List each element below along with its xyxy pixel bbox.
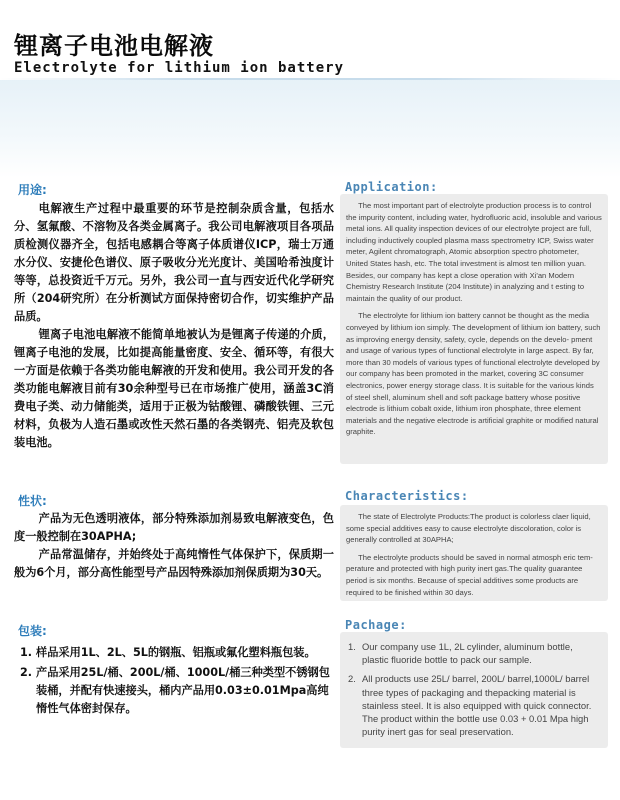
packaging-heading-zh: 包装: (18, 624, 47, 638)
application-paragraph-2: The electrolyte for lithium ion battery cannot be thought as the media conveyed by lithium ion simply. The development of lithium ion battery, such as improving energy density, safety, cycle, depends on the develo- pment and usage of various types of functional electrolyte in large aspect. By far, more than 30 models of various types of functional electrolyte developed by our company has been promoted in the market, covering 3C consumer electronics, power energy storage class. It is suitable for the various kinds of steel shell, aluminum shell and soft package battery whose positive electrode is lithium cobalt oxide, lithium iron phosphate, three element materials and the negative electrode is artificial graphite or modified natural graphite. (346, 311, 601, 437)
packaging-list-zh (20, 644, 330, 720)
package-item-number: 1. (348, 641, 356, 652)
package-item-2 (348, 672, 600, 738)
usage-paragraph-2: 锂离子电池电解液不能简单地被认为是锂离子传递的介质，锂离子电池的发展，比如提高能量密度、安全、循环等，有很大一方面是依赖于各类功能电解液的开发和使用。我公司开发的各类功能电解液目前有30余种型号已在市场推广使用，涵盖3C消费电子类、动力储能类，适用于正极为钴酸锂、磷酸铁锂、三元材料，负极为人造石墨或改性天然石墨的各类钢壳、铝壳及软包装电池。 (14, 328, 334, 449)
package-text-box (340, 632, 608, 748)
properties-heading-zh: 性状: (18, 494, 47, 508)
package-item-number: 2. (348, 673, 356, 685)
application-heading-en: Application: (345, 180, 438, 194)
package-item-text: All products use 25L/ barrel, 200L/ barrel,1000L/ barrel three types of packaging and thepacking material is stainless steel. It is also equipped with quick connector. The product within the bottle use 0.03 + 0.01 Mpa high purity inert gas for seal preservation. (362, 673, 592, 738)
packaging-item-number: 2. (20, 666, 33, 679)
package-item-1 (348, 640, 600, 666)
packaging-item-2 (20, 664, 330, 718)
characteristics-heading-en: Characteristics: (345, 489, 469, 503)
usage-heading-zh: 用途: (18, 183, 47, 197)
packaging-item-1 (20, 644, 330, 662)
header-divider (0, 78, 620, 80)
usage-paragraph-1: 电解液生产过程中最重要的环节是控制杂质含量，包括水分、氢氟酸、不溶物及各类金属离子。我公司电解液项目各项品质检测仪器齐全，包括电感耦合等离子体质谱仪ICP，瑞士万通水分仪、安捷伦色谱仪、原子吸收分光光度计、美国哈希浊度计等等，总投资近千万元。另外，我公司一直与西安近代化学研究所（204研究所）在分析测试方面保持密切合作，切实维护产品品质。 (14, 202, 334, 323)
application-text-box (340, 194, 608, 464)
usage-text-zh (14, 200, 334, 452)
page-title-en: Electrolyte for lithium ion battery (14, 60, 345, 76)
properties-paragraph-1: 产品为无色透明液体，部分特殊添加剂易致电解液变色，色度一般控制在30APHA; (14, 512, 334, 543)
packaging-item-number: 1. (20, 646, 33, 659)
packaging-item-text: 产品采用25L/桶、200L/桶、1000L/桶三种类型不锈钢包装桶，并配有快速接头，桶内产品用0.03±0.01Mpa高纯惰性气体密封保存。 (36, 666, 330, 715)
characteristics-text-box (340, 505, 608, 601)
properties-text-zh (14, 510, 334, 582)
packaging-item-text: 样品采用1L、2L、5L的钢瓶、铝瓶或氟化塑料瓶包装。 (36, 646, 316, 659)
package-item-text: Our company use 1L, 2L cylinder, aluminum bottle, plastic fluoride bottle to pack our sample. (362, 641, 573, 666)
header-gradient-band (0, 78, 620, 178)
characteristics-paragraph-2: The electrolyte products should be saved in normal atmosph eric tem- perature and protected with high purity inert gas.The quality guarantee period is six months. Because of special additives some products are required to be finished within 30 days. (346, 552, 593, 597)
package-heading-en: Pachage: (345, 618, 407, 632)
properties-paragraph-2: 产品常温储存，并始终处于高纯惰性气体保护下，保质期一般为6个月，部分高性能型号产品因特殊添加剂保质期为30天。 (14, 548, 334, 579)
page-title-zh: 锂离子电池电解液 (14, 32, 214, 60)
application-paragraph-1: The most important part of electrolyte production process is to control the impurity content, including water, hydrofluoric acid, insoluble and various metal ions. All quality inspection devices of our electrolyte project are full, including inductively coupled plasma mass spectrometry ICP, Swiss water meter, Agilent chromatograph, Atomic absorption spectro photometer, United States hash, etc. The total investment is almost ten million yuan. Besides, our company has kept a close operation with Xi'an Modern Chemistry Research Institute (204 Institute) in analyzing and t esting to maintain the quality of our product. (346, 201, 602, 303)
characteristics-paragraph-1: The state of Electrolyte Products:The product is colorless claer liquid, some special additives easy to cause electrolyte discoloration, color is generally controlled at 30APHA; (346, 512, 591, 545)
